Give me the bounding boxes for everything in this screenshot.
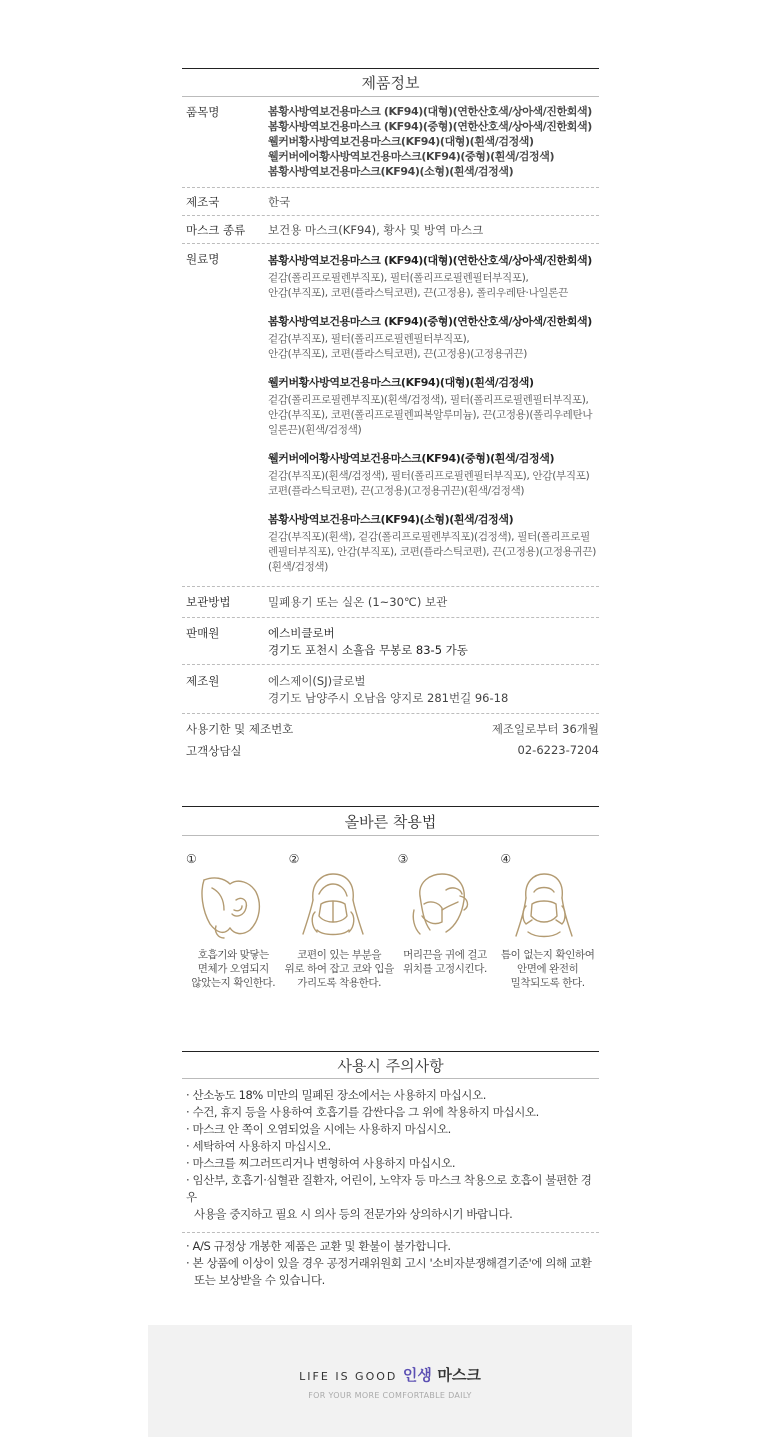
caution-item: · 임산부, 호흡기·심혈관 질환자, 어린이, 노약자 등 마스크 착용으로 호흡이 불편한 경우 bbox=[186, 1173, 592, 1204]
cs-phone: 02-6223-7204 bbox=[517, 743, 599, 757]
brand-tagline: FOR YOUR MORE COMFORTABLE DAILY bbox=[308, 1391, 472, 1400]
step-description bbox=[182, 948, 285, 990]
usage-step-1 bbox=[182, 852, 285, 990]
product-name-item: 봄황사방역보건용마스크 (KF94)(대형)(연한산호색/상아색/진한회색) bbox=[268, 105, 592, 118]
step-description bbox=[394, 948, 497, 976]
material-block bbox=[268, 451, 599, 499]
expiry-value: 제조일로부터 36개월 bbox=[491, 722, 599, 736]
material-block bbox=[268, 253, 599, 301]
product-info-header bbox=[182, 68, 599, 97]
usage-step-3 bbox=[394, 852, 497, 990]
row-customer-service bbox=[182, 743, 599, 765]
material-line: (흰색/검정색) bbox=[268, 561, 329, 573]
material-line: 겉감(폴리프로필렌부직포), 필터(폴리프로필렌필터부직포), bbox=[268, 272, 529, 284]
material-block bbox=[268, 375, 599, 438]
step-desc-line: 가리도록 착용한다. bbox=[297, 977, 382, 989]
caution-title: 사용시 주의사항 bbox=[337, 1057, 444, 1075]
material-line: 겉감(부직포)(흰색/검정색), 필터(폴리프로필렌필터부직포), 안감(부직포) bbox=[268, 470, 590, 482]
country-label: 제조국 bbox=[186, 195, 220, 209]
brand-footer bbox=[148, 1325, 632, 1437]
material-line: 렌필터부직포), 안감(부직포), 코편(플라스틱코편), 끈(고정용)(고정용귀끈) bbox=[268, 546, 596, 558]
storage-value: 밀폐용기 또는 실온 (1~30℃) 보관 bbox=[268, 595, 448, 609]
product-name-item: 웰커버에어황사방역보건용마스크(KF94)(중형)(흰색/검정색) bbox=[268, 150, 555, 163]
maker-label: 제조원 bbox=[186, 674, 220, 688]
material-product-name: 웰커버에어황사방역보건용마스크(KF94)(중형)(흰색/검정색) bbox=[268, 452, 555, 465]
seller-name: 에스비클로버 bbox=[268, 626, 335, 640]
storage-label: 보관방법 bbox=[186, 595, 231, 609]
product-name-item: 봄황사방역보건용마스크(KF94)(소형)(흰색/검정색) bbox=[268, 165, 514, 178]
row-storage bbox=[182, 587, 599, 618]
brand-ko-mask: 마스크 bbox=[437, 1366, 481, 1384]
caution-item: · 산소농도 18% 미만의 밀폐된 장소에서는 사용하지 마십시오. bbox=[186, 1088, 486, 1102]
country-value: 한국 bbox=[268, 195, 291, 209]
row-maker bbox=[182, 665, 599, 714]
caution-item: 사용을 중지하고 필요 시 의사 등의 전문가와 상의하시기 바랍니다. bbox=[194, 1207, 513, 1221]
row-seller bbox=[182, 618, 599, 665]
mask-type-value: 보건용 마스크(KF94), 황사 및 방역 마스크 bbox=[268, 223, 484, 237]
tail-rows bbox=[182, 714, 599, 765]
usage-section bbox=[182, 806, 599, 990]
material-line: 겉감(부직포)(흰색), 겉감(폴리프로필렌부직포)(검정색), 필터(폴리프로필 bbox=[268, 531, 590, 543]
caution-header bbox=[182, 1051, 599, 1079]
material-line: 겉감(폴리프로필렌부직포)(흰색/검정색), 필터(폴리프로필렌필터부직포), bbox=[268, 394, 589, 406]
step-desc-line: 안면에 완전히 bbox=[516, 963, 579, 975]
caution-item: · 수건, 휴지 등을 사용하여 호흡기를 감싼다음 그 위에 착용하지 마십시오. bbox=[186, 1105, 539, 1119]
product-name-item: 봄황사방역보건용마스크 (KF94)(중형)(연한산호색/상아색/진한회색) bbox=[268, 120, 592, 133]
row-mask-type bbox=[182, 216, 599, 244]
seller-value bbox=[268, 625, 599, 664]
seal-check-icon bbox=[504, 870, 584, 942]
brand-ko-life: 인생 bbox=[402, 1366, 432, 1384]
cs-label: 고객상담실 bbox=[186, 744, 242, 758]
product-name-item: 웰커버황사방역보건용마스크(KF94)(대형)(흰색/검정색) bbox=[268, 135, 534, 148]
step-desc-line: 위치를 고정시킨다. bbox=[403, 963, 487, 975]
caution-item: 또는 보상받을 수 있습니다. bbox=[194, 1273, 325, 1287]
mask-nose-fit-icon bbox=[293, 870, 373, 942]
caution-list bbox=[182, 1087, 599, 1223]
material-block bbox=[268, 512, 599, 575]
maker-address: 경기도 남양주시 오남읍 양지로 281번길 96-18 bbox=[268, 691, 509, 705]
usage-title: 올바른 착용법 bbox=[344, 813, 437, 831]
caution-item: · 세탁하여 사용하지 마십시오. bbox=[186, 1139, 331, 1153]
material-product-name: 봄황사방역보건용마스크 (KF94)(대형)(연한산호색/상아색/진한회색) bbox=[268, 254, 592, 267]
materials-label: 원료명 bbox=[186, 252, 220, 266]
material-line: 안감(부직포), 코편(플라스틱코편), 끈(고정용)(고정용귀끈) bbox=[268, 348, 528, 360]
row-expiry bbox=[182, 721, 599, 743]
step-desc-line: 위로 하여 잡고 코와 입을 bbox=[284, 963, 394, 975]
product-name-list bbox=[268, 104, 599, 187]
row-country bbox=[182, 188, 599, 216]
step-desc-line: 않았는지 확인한다. bbox=[191, 977, 276, 989]
materials-list bbox=[268, 251, 599, 586]
material-line: 겉감(부직포), 필터(폴리프로필렌필터부직포), bbox=[268, 333, 470, 345]
step-desc-line: 면체가 오염되지 bbox=[197, 963, 269, 975]
usage-steps bbox=[182, 852, 599, 990]
material-product-name: 웰커버황사방역보건용마스크(KF94)(대형)(흰색/검정색) bbox=[268, 376, 534, 389]
usage-step-4 bbox=[496, 852, 599, 990]
material-block bbox=[268, 314, 599, 362]
step-number: ③ bbox=[397, 852, 409, 866]
row-product-name bbox=[182, 97, 599, 188]
step-desc-line: 머리끈을 귀에 걸고 bbox=[403, 949, 487, 961]
brand-logo bbox=[148, 1364, 632, 1385]
step-number: ② bbox=[288, 852, 300, 866]
seller-address: 경기도 포천시 소흘읍 무봉로 83-5 가동 bbox=[268, 643, 468, 657]
expiry-label: 사용기한 및 제조번호 bbox=[186, 722, 294, 736]
mask-unfold-icon bbox=[190, 870, 270, 942]
caution-list-as bbox=[182, 1232, 599, 1289]
material-product-name: 봄황사방역보건용마스크(KF94)(소형)(흰색/검정색) bbox=[268, 513, 514, 526]
material-line: 안감(부직포), 코편(플라스틱코편), 끈(고정용), 폴리우레탄·나일론끈 bbox=[268, 287, 568, 299]
material-product-name: 봄황사방역보건용마스크 (KF94)(중형)(연한산호색/상아색/진한회색) bbox=[268, 315, 592, 328]
brand-en: LIFE IS GOOD bbox=[299, 1370, 398, 1383]
caution-item: · 마스크 안 쪽이 오염되었을 시에는 사용하지 마십시오. bbox=[186, 1122, 451, 1136]
step-number: ④ bbox=[500, 852, 512, 866]
material-line: 일론끈)(흰색/검정색) bbox=[268, 424, 362, 436]
seller-label: 판매원 bbox=[186, 626, 220, 640]
caution-section bbox=[182, 1051, 599, 1289]
usage-step-2 bbox=[285, 852, 394, 990]
step-description bbox=[496, 948, 599, 990]
product-info-section bbox=[182, 68, 599, 765]
caution-item: · A/S 규정상 개봉한 제품은 교환 및 환불이 불가합니다. bbox=[186, 1239, 451, 1253]
maker-name: 에스제이(SJ)글로벌 bbox=[268, 674, 366, 688]
product-info-title: 제품정보 bbox=[361, 74, 420, 92]
mask-type-label: 마스크 종류 bbox=[186, 223, 246, 237]
step-desc-line: 밀착되도록 한다. bbox=[510, 977, 585, 989]
step-description bbox=[285, 948, 394, 990]
material-line: 코편(플라스틱코편), 끈(고정용)(고정용귀끈)(흰색/검정색) bbox=[268, 485, 525, 497]
step-desc-line: 호흡기와 맞닿는 bbox=[197, 949, 269, 961]
row-materials bbox=[182, 244, 599, 587]
caution-item: · 본 상품에 이상이 있을 경우 공정거래위원회 고시 '소비자분쟁해결기준'에 의해 교환 bbox=[186, 1256, 592, 1270]
caution-item: · 마스크를 찌그러뜨리거나 변형하여 사용하지 마십시오. bbox=[186, 1156, 456, 1170]
ear-strap-icon bbox=[402, 870, 482, 942]
step-desc-line: 코편이 있는 부분을 bbox=[297, 949, 382, 961]
material-line: 안감(부직포), 코편(폴리프로필렌피복알루미늄), 끈(고정용)(폴리우레탄나 bbox=[268, 409, 593, 421]
product-name-label: 품목명 bbox=[186, 105, 220, 119]
step-desc-line: 틈이 없는지 확인하여 bbox=[500, 949, 595, 961]
step-number: ① bbox=[186, 852, 197, 866]
usage-header bbox=[182, 806, 599, 836]
maker-value bbox=[268, 673, 599, 713]
